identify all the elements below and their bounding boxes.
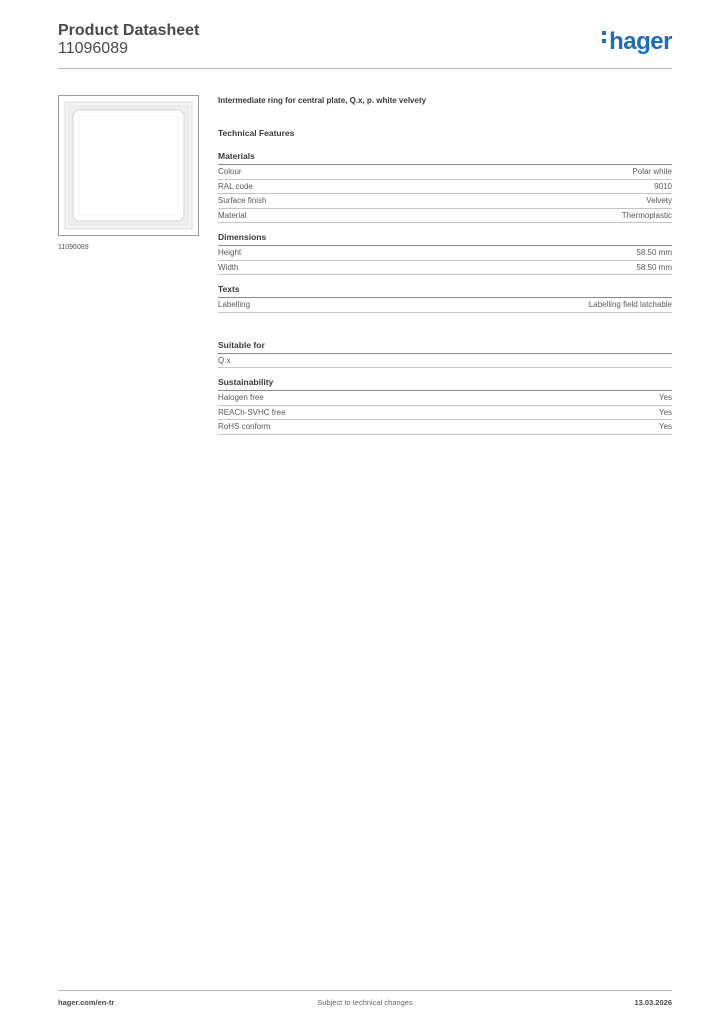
header-divider [58,68,672,69]
table-row [218,420,672,435]
section-spacer [218,322,672,340]
table-row [218,391,672,406]
table-row [218,298,672,313]
section-heading: Texts [218,284,672,298]
table-row [218,354,672,369]
table-row [218,246,672,261]
row-label: Height [218,248,242,257]
row-label: REACh-SVHC free [218,407,286,417]
materials-section [218,151,672,223]
intermediate-ring-icon [59,96,198,235]
table-row [218,209,672,224]
row-value: Polar white [632,167,672,176]
row-value: Yes [658,393,672,402]
dimensions-section [218,232,672,275]
section-heading: Sustainability [218,377,672,391]
row-label: Halogen free [218,393,264,402]
row-value: Yes [658,422,672,431]
logo-text: hager [609,28,672,55]
footer-note: Subject to technical changes [317,998,413,1007]
table-row [218,194,672,209]
row-label: Material [218,210,247,220]
page-header [58,22,199,58]
row-value: 9010 [654,181,672,191]
product-image [58,95,199,236]
datasheet-content [218,96,672,444]
table-row [218,406,672,421]
table-row [218,261,672,276]
row-value: Velvety [646,196,672,205]
row-value: Yes [658,407,672,417]
section-heading: Suitable for [218,340,672,354]
hager-logo [602,28,672,56]
logo-dots-icon [602,27,607,47]
row-value: 58.50 mm [636,262,672,272]
row-label: Labelling [218,300,251,309]
table-row [218,165,672,180]
footer-website-link[interactable]: hager.com/en-tr [58,998,115,1007]
product-description: Intermediate ring for central plate, Q.x, p. white velvety [218,96,427,105]
row-label: RoHS conform [218,422,271,431]
sustainability-section [218,377,672,435]
row-label: Surface finish [218,196,267,205]
row-label: Colour [218,167,242,176]
footer-divider [58,990,672,991]
row-label: Width [218,262,239,272]
row-value: Thermoplastic [621,210,672,220]
row-value: 58.50 mm [636,248,672,257]
page-title: Product Datasheet [58,22,200,39]
footer-date: 13.03.2026 [634,998,672,1007]
technical-features-heading: Technical Features [218,128,295,138]
texts-section [218,284,672,313]
section-heading: Materials [218,151,672,165]
table-row [218,180,672,195]
suitable-for-section [218,340,672,369]
row-label: RAL code [218,181,253,191]
row-label: Q.x [218,355,231,365]
row-value: Labelling field latchable [588,300,672,309]
section-heading: Dimensions [218,232,672,246]
product-number: 11096089 [58,40,128,57]
image-caption: 11096089 [58,244,89,251]
